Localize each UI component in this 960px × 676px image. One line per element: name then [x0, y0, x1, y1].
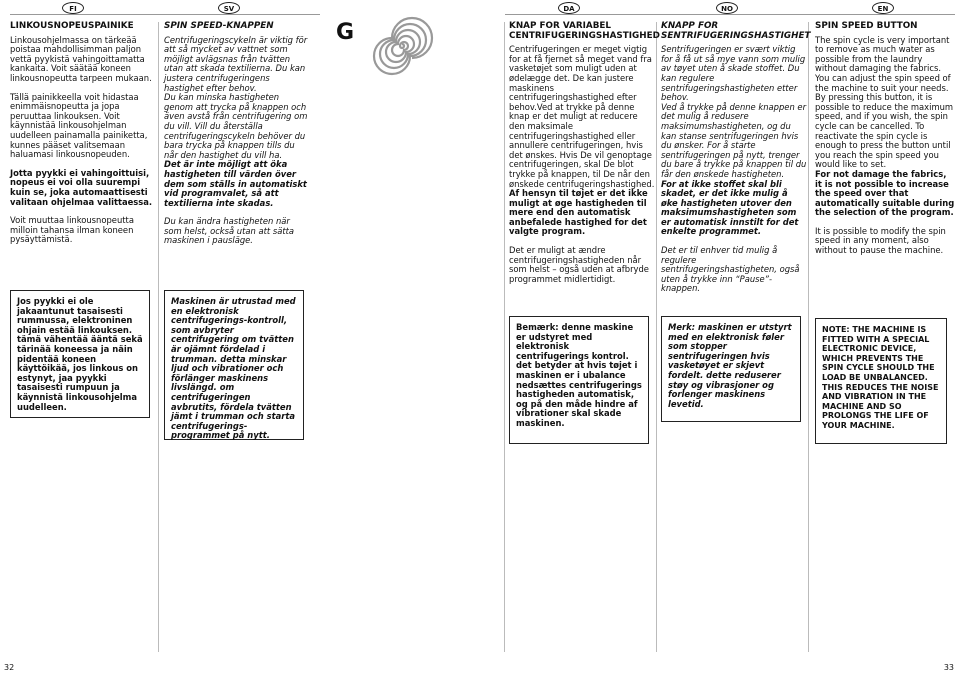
brand-logo-letter: G: [336, 20, 355, 45]
da-note-box: Bemærk: denne maskine er udstyret med elektronisk centrifugerings kontrol. det betyder at hvis tøjet i maskinen er i ubalance nedsættes centrifugerings hastigheden automatisk, og på den måde hindre af vibrationer skal skade maskinen.: [509, 316, 649, 444]
en-paragraph-2: By pressing this button, it is possible to reduce the maximum speed, and if you wish, the spin cycle can be cancelled. To reactivate the spin cycle is enough to press the button until you reach the spin speed you would like to set.: [815, 92, 954, 170]
sv-paragraph-2: Du kan minska hastigheten genom att trycka på knappen och även avstå från centrifugering om du vill. Vill du återställa centrifugeringscykeln behöver du bara trycka på knappen tills du når den hastighet du vill ha.: [164, 92, 308, 160]
column-no: [661, 21, 811, 303]
column-sv: [164, 22, 310, 255]
no-paragraph-4: Det er til enhver tid mulig å regulere sentrifugeringshastigheten, også uten å trykke inn “Pause”-knappen.: [661, 245, 800, 294]
column-fi: [10, 22, 156, 254]
sv-paragraph-1: Centrifugeringscykeln är viktig för att så mycket av vattnet som möjligt avlägsnas från tvätten utan att skada textilierna. Du kan justera centrifugeringens hastighet efter behov.: [164, 34, 308, 93]
no-paragraph-3: For at ikke stoffet skal bli skadet, er det ikke mulig å øke hastigheten utover den maksimumshastigheten som er automatisk innstilt for det enkelte programmet.: [661, 178, 799, 237]
sv-paragraph-4: Du kan ändra hastigheten när som helst, också utan att sätta maskinen i pausläge.: [164, 216, 295, 246]
no-paragraph-1: Sentrifugeringen er svært viktig for å få ut så mye vann som mulig av tøyet uten å skade stoffet. Du kan regulere sentrifugeringshastigheten etter behov.: [661, 44, 806, 103]
page-number-right: 33: [943, 663, 954, 672]
fi-title: LINKOUSNOPEUSPAINIKE: [10, 21, 134, 31]
top-rule-left: [10, 14, 320, 15]
da-paragraph-3: Det er muligt at ændre centrifugeringshastigheden når som helst – også uden at afbryde programmet midlertidigt.: [509, 245, 649, 284]
fi-paragraph-3: Jotta pyykki ei vahingoittuisi, nopeus ei voi olla suurempi kuin se, joka automaattisesti valitaan ohjelmaa valittaessa.: [10, 167, 153, 207]
divider-2: [504, 22, 505, 652]
en-paragraph-4: It is possible to modify the spin speed in any moment, also without to pause the machine.: [815, 225, 946, 256]
sv-paragraph-3: Det är inte möjligt att öka hastigheten till värden över dem som ställs in automatiskt vid programvalet, så att textilierna inte skadas.: [164, 159, 307, 208]
spiral-logo-icon: [370, 14, 434, 78]
en-note-box: NOTE: THE MACHINE IS FITTED WITH A SPECIAL ELECTRONIC DEVICE, WHICH PREVENTS THE SPIN CYCLE SHOULD THE LOAD BE UNBALANCED. THIS REDUCES THE NOISE AND VIBRATION IN THE MACHINE AND SO PROLONGS THE LIFE OF YOUR MACHINE.: [815, 318, 947, 444]
fi-paragraph-4: Voit muuttaa linkousnopeutta milloin tahansa ilman koneen pysäyttämistä.: [10, 215, 134, 245]
column-en: [815, 22, 955, 265]
column-da: [509, 21, 660, 293]
divider-3: [656, 22, 657, 652]
divider-4: [808, 22, 809, 652]
no-title: KNAPP FOR SENTRIFUGERINGSHASTIGHET: [661, 21, 811, 41]
fi-paragraph-2: Tällä painikkeella voit hidastaa enimmäisnopeutta ja jopa peruuttaa linkouksen. Voit käynnistää linkousohjelman uudelleen painamalla painiketta, kunnes pääset valitsemaan haluamasi linkousnopeuden.: [10, 91, 148, 160]
en-paragraph-1: The spin cycle is very important to remove as much water as possible from the laundry without damaging the fabrics. You can adjust the spin speed of the machine to suit your needs.: [815, 34, 951, 93]
sv-note-box: Maskinen är utrustad med en elektronisk centrifugerings-kontroll, som avbryter centrifugering om tvätten är ojämnt fördelad i trumman. detta minskar ljud och vibrationer och förlänger maskinens livslängd. om centrifugeringen avbrutits, fördela tvätten jämt i trumman och starta centrifugerings-programmet på nytt.: [164, 290, 304, 440]
da-paragraph-1: Centrifugeringen er meget vigtig for at få fjernet så meget vand fra vasketøjet som muligt uden at ødelægge det. De kan justere maskinens centrifugeringshastighed efter behov.Ved at trykke på denne knap er det muligt at reducere den maksimale centrifugeringshastighed eller annullere centrifugeringen, hvis det ønskes. Hvis De vil genoptage centrifugeringen, skal De blot trykke på knappen, til De når den ønskede centrifugeringshastighed.: [509, 44, 655, 189]
divider-1: [158, 22, 159, 652]
badge-sv: SV: [218, 2, 240, 14]
no-note-box: Merk: maskinen er utstyrt med en elektronisk føler som stopper sentrifugeringen hvis vasketøyet er skjevt fordelt. dette reduserer støy og vibrasjoner og forlenger maskinens levetid.: [661, 316, 801, 422]
fi-note-box: Jos pyykki ei ole jakaantunut tasaisesti rummussa, elektroninen ohjain estää linkouksen. tämä vähentää ääntä sekä tärinää koneessa ja näin pidentää koneen käyttöikää, jos linkous on estynyt, jaa pyykki tasaisesti rumpuun ja käynnistä linkousohjelma uudelleen.: [10, 290, 150, 418]
no-paragraph-2: Ved å trykke på denne knappen er det mulig å redusere maksimumshastigheten, og du kan stanse sentrifugeringen hvis du ønsker. For å starte sentrifugeringen på nytt, trenger du bare å trykke på knappen til du får den ønskede hastigheten.: [661, 101, 807, 179]
badge-da: DA: [558, 2, 580, 14]
en-title: SPIN SPEED BUTTON: [815, 21, 918, 31]
sv-title: SPIN SPEED-KNAPPEN: [164, 21, 274, 31]
fi-paragraph-1: Linkousohjelmassa on tärkeää poistaa mahdollisimman paljon vettä pyykistä vahingoittamatta kankaita. Voit säätää koneen linkousnopeutta tarpeen mukaan.: [10, 34, 152, 83]
da-title: KNAP FOR VARIABEL CENTRIFUGERINGSHASTIGHED: [509, 21, 660, 41]
da-paragraph-2: Af hensyn til tøjet er det ikke muligt at øge hastigheden til mere end den automatisk anbefalede hastighed for det valgte program.: [509, 188, 648, 237]
en-paragraph-3: For not damage the fabrics, it is not possible to increase the speed over that automatically suitable during the selection of the program.: [815, 168, 955, 218]
badge-en: EN: [872, 2, 894, 14]
page-number-left: 32: [4, 663, 15, 672]
badge-fi: FI: [62, 2, 84, 14]
badge-no: NO: [716, 2, 738, 14]
